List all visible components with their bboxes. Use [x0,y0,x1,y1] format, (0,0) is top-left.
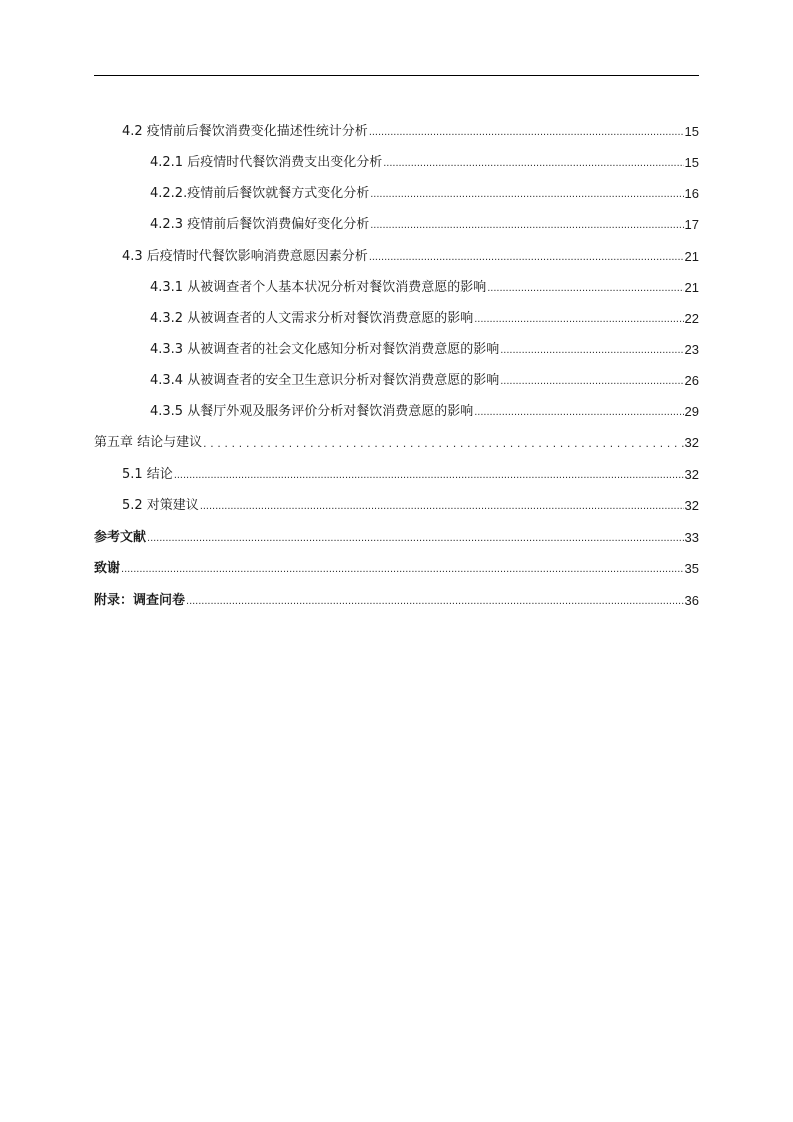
toc-entry-page-number: 36 [684,593,699,608]
toc-entry-chapter-5[interactable] [94,430,699,452]
toc-entry-page-number: 15 [684,124,699,139]
dot-leader [200,498,684,514]
dot-leader [147,530,684,546]
toc-entry-page-number: 21 [684,249,699,264]
toc-entry-label: 4.3.4 从被调查者的安全卫生意识分析对餐饮消费意愿的影响 [150,373,500,388]
toc-entry-page-number: 32 [684,467,699,482]
toc-entry-page-number: 26 [684,373,699,388]
toc-entry-page-number: 32 [684,435,699,450]
toc-entry-4-3-5[interactable] [150,399,699,421]
dot-leader [186,593,684,609]
dot-leader [383,155,683,171]
header-rule [94,75,699,76]
toc-entry-page-number: 16 [684,186,699,201]
toc-entry-label: 4.2.2.疫情前后餐饮就餐方式变化分析 [150,186,370,201]
toc-entry-label: 5.2 对策建议 [122,498,199,513]
toc-entry-label: 致谢 [94,561,121,576]
toc-entry-label: 4.3.3 从被调查者的社会文化感知分析对餐饮消费意愿的影响 [150,342,500,357]
toc-entry-label: 4.3 后疫情时代餐饮影响消费意愿因素分析 [122,249,368,264]
toc-entry-label: 4.3.5 从餐厅外观及服务评价分析对餐饮消费意愿的影响 [150,404,474,419]
toc-entry-4-2-1[interactable] [150,150,699,172]
toc-entry-references[interactable] [94,525,699,547]
toc-entry-4-3-3[interactable] [150,337,699,359]
toc-entry-4-2-3[interactable] [150,212,699,234]
toc-entry-acknowledgements[interactable] [94,556,699,578]
dot-leader [203,435,683,451]
toc-entry-4-2[interactable] [122,119,699,141]
toc-entry-page-number: 22 [684,311,699,326]
toc-entry-page-number: 21 [684,280,699,295]
dot-leader [500,373,683,389]
toc-entry-4-3[interactable] [122,244,699,266]
toc-entry-label: 4.3.1 从被调查者个人基本状况分析对餐饮消费意愿的影响 [150,280,487,295]
dot-leader [369,249,684,265]
dot-leader [121,561,684,577]
toc-entry-label: 第五章 结论与建议 [94,435,203,450]
toc-entry-label: 4.2.1 后疫情时代餐饮消费支出变化分析 [150,155,383,170]
toc-entry-label: 4.2 疫情前后餐饮消费变化描述性统计分析 [122,124,368,139]
toc-entry-page-number: 29 [684,404,699,419]
dot-leader [500,342,683,358]
dot-leader [370,217,683,233]
toc-entry-page-number: 23 [684,342,699,357]
toc-entry-appendix[interactable] [94,588,699,610]
toc-entry-4-3-4[interactable] [150,368,699,390]
dot-leader [474,311,683,327]
toc-entry-label: 4.3.2 从被调查者的人文需求分析对餐饮消费意愿的影响 [150,311,474,326]
toc-entry-4-3-1[interactable] [150,275,699,297]
toc-entry-label: 4.2.3 疫情前后餐饮消费偏好变化分析 [150,217,370,232]
dot-leader [174,467,684,483]
toc-entry-page-number: 32 [684,498,699,513]
toc-entry-page-number: 17 [684,217,699,232]
toc-entry-label: 附录：调查问卷 [94,593,186,608]
toc-entry-5-2[interactable] [122,493,699,515]
dot-leader [474,404,683,420]
toc-entry-4-3-2[interactable] [150,306,699,328]
toc-entry-5-1[interactable] [122,462,699,484]
dot-leader [370,186,683,202]
toc-entry-page-number: 33 [684,530,699,545]
toc-entry-page-number: 15 [684,155,699,170]
toc-entry-4-2-2[interactable] [150,181,699,203]
dot-leader [487,280,683,296]
toc-entry-label: 参考文献 [94,530,147,545]
dot-leader [369,124,684,140]
toc-entry-page-number: 35 [684,561,699,576]
toc-entry-label: 5.1 结论 [122,467,173,482]
